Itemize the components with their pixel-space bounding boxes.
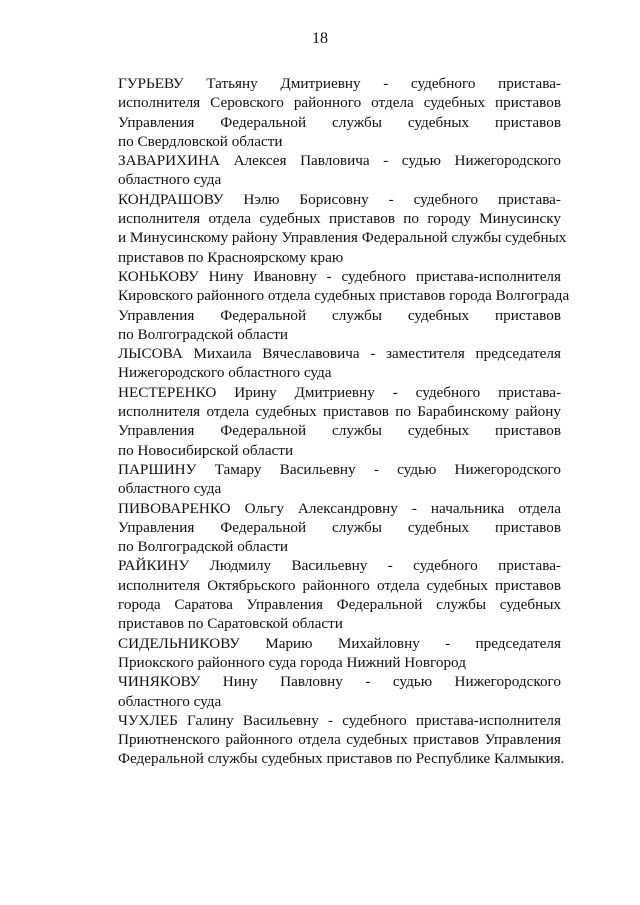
entry-line: по Волгоградской области [118,538,288,556]
entry-line: Нижегородского областного суда [118,364,332,382]
entry-line: по Свердловской области [118,132,283,150]
entry-line: Управления Федеральной службы судебных приставов [118,518,561,536]
appointment-entry [80,460,561,499]
appointment-entry [80,711,565,769]
entry-line: областного суда [118,480,222,498]
entry-line: ЗАВАРИХИНА Алексея Павловича - судью Нижегородского [118,152,561,170]
entry-line: РАЙКИНУ Людмилу Васильевну - судебного пристава- [118,557,561,575]
appointment-entry [80,74,561,151]
entry-line: Управления Федеральной службы судебных приставов [118,422,561,440]
appointment-entry [80,556,561,633]
entry-line: исполнителя Октябрьского районного отдела судебных приставов [118,576,561,594]
appointment-entry [80,383,561,460]
entry-line: по Новосибирской области [118,441,294,459]
appointment-entry [80,499,561,557]
entry-line: приставов по Красноярскому краю [118,248,344,266]
entry-line: КОНЬКОВУ Нину Ивановну - судебного пристава-исполнителя [118,267,561,285]
appointment-list [80,74,570,769]
entry-line: исполнителя Серовского районного отдела судебных приставов [118,94,561,112]
entry-line: ЧУХЛЕБ Галину Васильевну - судебного пристава-исполнителя [118,711,561,729]
entry-line: Приокского районного суда города Нижний Новгород [118,653,466,671]
entry-line: областного суда [118,171,222,189]
entry-line: исполнителя отдела судебных приставов по городу Минусинску [118,210,561,228]
entry-line: Кировского районного отдела судебных приставов города Волгограда [118,287,570,305]
appointment-entry [80,190,567,267]
entry-line: и Минусинскому району Управления Федеральной службы судебных [118,229,567,247]
entry-line: Приютненского районного отдела судебных приставов Управления [118,731,561,749]
entry-line: НЕСТЕРЕНКО Ирину Дмитриевну - судебного пристава- [118,383,561,401]
entry-line: ПИВОВАРЕНКО Ольгу Александровну - начальника отдела [118,499,561,517]
entry-line: ГУРЬЕВУ Татьяну Дмитриевну - судебного пристава- [118,75,561,92]
entry-line: по Волгоградской области [118,325,288,343]
entry-line: Управления Федеральной службы судебных приставов [118,113,561,131]
appointment-entry [80,634,561,673]
entry-line: ЧИНЯКОВУ Нину Павловну - судью Нижегородского [118,673,561,691]
entry-line: Федеральной службы судебных приставов по Республике Калмыкия. [118,750,565,768]
entry-line: ПАРШИНУ Тамару Васильевну - судью Нижегородского [118,460,561,478]
page-number: 18 [312,30,328,47]
appointment-entry [80,672,561,711]
entry-line: ЛЫСОВА Михаила Вячеславовича - заместителя председателя [118,345,561,363]
appointment-entry [80,151,561,190]
entry-line: КОНДРАШОВУ Нэлю Борисовну - судебного пристава- [118,190,561,208]
appointment-entry [80,267,570,344]
entry-line: исполнителя отдела судебных приставов по Барабинскому району [118,403,561,421]
entry-line: СИДЕЛЬНИКОВУ Марию Михайловну - председателя [118,634,561,652]
entry-line: областного суда [118,692,222,710]
appointment-entry [80,344,561,383]
entry-line: города Саратова Управления Федеральной службы судебных [118,596,561,614]
entry-line: Управления Федеральной службы судебных приставов [118,306,561,324]
entry-line: приставов по Саратовской области [118,615,343,633]
